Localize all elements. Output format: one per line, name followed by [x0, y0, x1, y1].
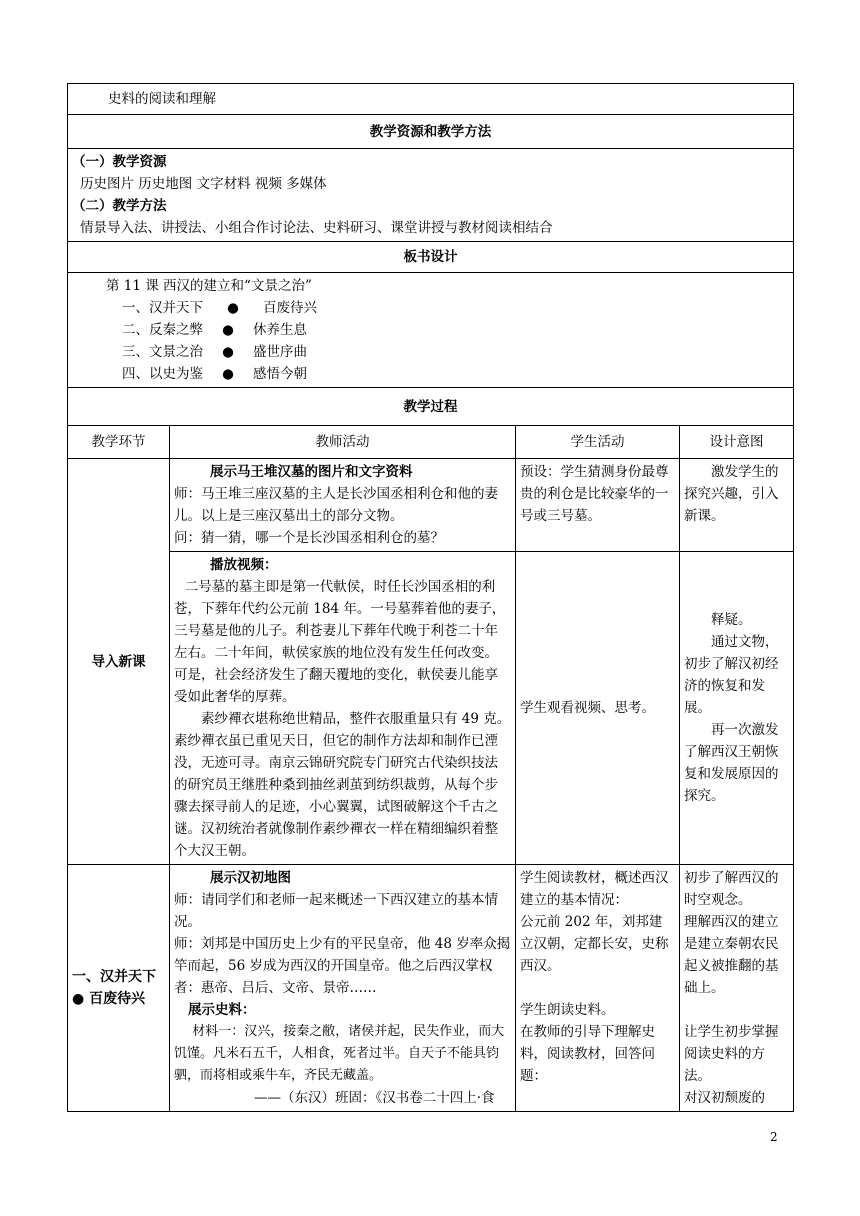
- intent-text: 对汉初颓废的: [684, 1090, 765, 1106]
- student-text: 在教师的引导下理解史料，阅读教材，回答问题：: [520, 1024, 655, 1084]
- top-row-text: 史料的阅读和理解: [68, 84, 794, 115]
- stage-section1: 一、汉并天下 ● 百废待兴: [68, 865, 170, 1112]
- teacher-text: 二号墓的墓主即是第一代軑侯，时任长沙国丞相的利苍，下葬年代约公元前 184 年。一号墓葬着他的妻子，三号墓是他的儿子。利苍妻儿下葬年代晚于利苍二十年左右。二十年间，軑侯家族的地位没有发生任何改变。可是，社会经济发生了翻天覆地的变化，軑侯妻儿能享受如此奢华的厚葬。: [174, 579, 506, 705]
- teacher-text: 师：刘邦是中国历史上少有的平民皇帝，他 48 岁率众揭竿而起，56 岁成为西汉的开国皇帝。他之后西汉掌权者：惠帝、吕后、文帝、景帝……: [174, 936, 511, 996]
- teacher-title: 展示马王堆汉墓的图片和文字资料: [210, 464, 413, 480]
- student-text: 学生阅读教材，概述西汉建立的基本情况：: [520, 870, 669, 908]
- student-text: 预设：学生猜测身份最尊贵的利仓是比较豪华的一号或三号墓。: [516, 459, 680, 552]
- student-text: 学生观看视频、思考。: [516, 552, 680, 865]
- teacher-text: 师：请同学们和老师一起来概述一下西汉建立的基本情况。: [174, 892, 498, 930]
- page-number: 2: [770, 1130, 778, 1144]
- intent-text: 初步了解西汉的时空观念。: [684, 870, 779, 908]
- board-item: 一、汉并天下 ● 百废待兴: [122, 300, 317, 316]
- board-row: [68, 273, 794, 388]
- teacher-text: 师：马王堆三座汉墓的主人是长沙国丞相利仓和他的妻儿。以上是三座汉墓出土的部分文物。: [174, 486, 498, 524]
- lesson-plan-table: [67, 83, 794, 1112]
- intent-text: 再一次激发了解西汉王朝恢复和发展原因的探究。: [684, 722, 779, 804]
- intent-text: 让学生初步掌握阅读史料的方法。: [684, 1024, 779, 1084]
- board-title: 第 11 课 西汉的建立和“文景之治”: [106, 278, 312, 294]
- resources-subtitle-1: （一）教学资源: [72, 154, 167, 170]
- column-header-row: [68, 426, 794, 459]
- board-item: 三、文景之治 ● 盛世序曲: [122, 344, 307, 360]
- teacher-text: 问：猜一猜，哪一个是长沙国丞相利仓的墓？: [174, 530, 444, 546]
- teacher-title: 播放视频：: [210, 557, 278, 573]
- teacher-text: 素纱襌衣堪称绝世精品，整件衣服重量只有 49 克。素纱襌衣虽已重见天日，但它的制作方法却和制作已湮没，无迹可寻。南京云锦研究院专门研究古代染织技法的研究员王继胜种桑到抽丝剥茧到纺织裁剪，从每个步骤去探寻前人的足迹，小心翼翼，试图破解这个千古之谜。汉初统治者就像制作素纱襌衣一样在精细编织着整个大汉王朝。: [174, 711, 511, 859]
- board-item: 四、以史为鉴 ● 感悟今朝: [122, 366, 307, 382]
- teacher-subtitle: 展示史料：: [188, 1002, 256, 1018]
- column-header-student: 学生活动: [516, 426, 680, 459]
- intent-text: 激发学生的探究兴趣，引入新课。: [680, 459, 794, 552]
- teacher-title: 展示汉初地图: [210, 870, 291, 886]
- section1-row: [68, 865, 794, 1112]
- student-text: 学生朗读史料。: [520, 1002, 615, 1018]
- board-heading: 板书设计: [68, 242, 794, 273]
- intent-text: 释疑。: [711, 612, 752, 628]
- resources-row: [68, 149, 794, 242]
- resources-subtitle-2: （二）教学方法: [72, 198, 167, 214]
- resources-content-2: 情景导入法、讲授法、小组合作讨论法、史料研习、课堂讲授与教材阅读相结合: [80, 220, 553, 236]
- intent-text: 理解西汉的建立是建立秦朝农民起义被推翻的基础上。: [684, 914, 779, 996]
- intro-row-2: [68, 552, 794, 865]
- column-header-stage: 教学环节: [68, 426, 170, 459]
- process-heading: 教学过程: [68, 388, 794, 426]
- resources-content-1: 历史图片 历史地图 文字材料 视频 多媒体: [80, 176, 327, 192]
- resources-heading: 教学资源和教学方法: [68, 115, 794, 149]
- quote-source: ——（东汉）班固：《汉书卷二十四上·食: [254, 1090, 495, 1106]
- student-text: 公元前 202 年，刘邦建立汉朝，定都长安，史称西汉。: [520, 914, 669, 974]
- intent-text: 通过文物，初步了解汉初经济的恢复和发展。: [684, 634, 779, 716]
- quote-text: 材料一：汉兴，接秦之敝，诸侯并起，民失作业，而大饥馑。凡米石五千，人相食，死者过半。自天子不能具钧驷，而将相或乘牛车，齐民无藏盖。: [174, 1024, 505, 1083]
- column-header-intent: 设计意图: [680, 426, 794, 459]
- column-header-teacher: 教师活动: [170, 426, 516, 459]
- stage-intro: 导入新课: [68, 459, 170, 865]
- intro-row-1: [68, 459, 794, 552]
- top-row: [68, 84, 794, 115]
- board-item: 二、反秦之弊 ● 休养生息: [122, 322, 307, 338]
